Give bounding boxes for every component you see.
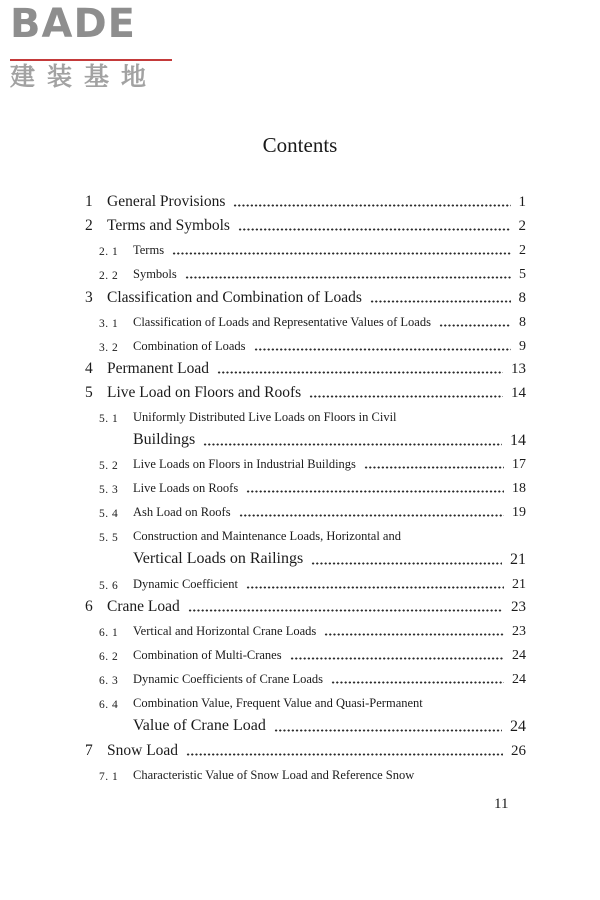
toc-entry-number: 5. 2 (99, 460, 119, 472)
toc-leader-dots (364, 466, 504, 469)
toc-chapter-row[interactable] (0, 740, 600, 762)
toc-entry-title: Characteristic Value of Snow Load and Reference Snow (133, 768, 415, 782)
toc-entry-title: Dynamic Coefficient (133, 577, 238, 591)
toc-leader-dots (185, 276, 511, 279)
toc-entry-number: 6. 2 (99, 651, 119, 663)
logo-wordmark: BADE (10, 1, 136, 47)
toc-leader-dots (309, 395, 503, 398)
toc-chapter-row[interactable] (0, 358, 600, 380)
toc-entry-number: 3. 2 (99, 342, 119, 354)
toc-leader-dots (217, 371, 503, 374)
toc-entry-page: 2 (519, 243, 526, 258)
toc-section-row[interactable] (0, 549, 600, 571)
toc-entry-title: Value of Crane Load (133, 717, 266, 734)
toc-entry-title: Combination Value, Frequent Value and Quasi-Permanent (133, 696, 423, 710)
toc-entry-number: 3. 1 (99, 318, 119, 330)
toc-entry-page: 24 (512, 672, 526, 687)
toc-leader-dots (254, 348, 512, 351)
toc-entry-number: 6. 4 (99, 699, 119, 711)
bade-logo (10, 1, 190, 92)
toc-leader-dots (274, 729, 502, 732)
toc-section-row[interactable] (0, 453, 600, 475)
toc-leader-dots (370, 300, 511, 303)
toc-entry-number: 5. 3 (99, 484, 119, 496)
toc-chapter-row[interactable] (0, 287, 600, 309)
toc-chapter-row[interactable] (0, 215, 600, 237)
toc-entry-page: 8 (518, 290, 526, 306)
toc-section-row[interactable] (0, 764, 600, 786)
toc-entry-title: Vertical and Horizontal Crane Loads (133, 624, 317, 638)
toc-entry-page: 2 (518, 218, 526, 234)
toc-entry-number: 3 (85, 289, 93, 306)
toc-entry-title: Terms and Symbols (107, 217, 230, 234)
toc-entry-number: 6. 1 (99, 627, 119, 639)
toc-section-row[interactable] (0, 406, 600, 428)
toc-entry-number: 4 (85, 360, 93, 377)
toc-entry-number: 5. 5 (99, 532, 119, 544)
toc-entry-title: Dynamic Coefficients of Crane Loads (133, 672, 323, 686)
toc-leader-dots (246, 586, 504, 589)
toc-entry-page: 18 (512, 481, 526, 496)
toc-entry-title: Live Loads on Floors in Industrial Buildings (133, 457, 356, 471)
toc-entry-title: Buildings (133, 431, 196, 448)
toc-leader-dots (203, 443, 502, 446)
toc-leader-dots (172, 252, 511, 255)
toc-chapter-row[interactable] (0, 596, 600, 618)
toc-section-row[interactable] (0, 263, 600, 285)
toc-entry-number: 2. 2 (99, 270, 119, 282)
toc-section-row[interactable] (0, 716, 600, 738)
toc-leader-dots (186, 753, 503, 756)
toc-entry-page: 21 (512, 577, 526, 592)
toc-entry-page: 19 (512, 505, 526, 520)
toc-leader-dots (233, 204, 510, 207)
toc-leader-dots (238, 228, 511, 231)
toc-entry-number: 2 (85, 217, 93, 234)
toc-section-row[interactable] (0, 692, 600, 714)
toc-entry-number: 5. 1 (99, 413, 119, 425)
toc-chapter-row[interactable] (0, 382, 600, 404)
toc-leader-dots (324, 633, 504, 636)
toc-entry-title: Combination of Loads (133, 339, 246, 353)
logo-divider (10, 59, 172, 61)
toc-entry-number: 6 (85, 598, 93, 615)
toc-entry-title: Classification and Combination of Loads (107, 289, 362, 306)
toc-entry-title: Live Load on Floors and Roofs (107, 384, 302, 401)
toc-entry-number: 5. 4 (99, 508, 119, 520)
logo-chinese-text: 建装基地 (10, 62, 159, 91)
toc-entry-title: Permanent Load (107, 360, 210, 377)
toc-entry-title: Ash Load on Roofs (133, 505, 231, 519)
toc-chapter-row[interactable] (0, 191, 600, 213)
toc-entry-page: 24 (512, 648, 526, 663)
toc-entry-page: 17 (512, 457, 526, 472)
toc-entry-number: 5. 6 (99, 580, 119, 592)
toc-entry-title: Terms (133, 243, 165, 257)
toc-section-row[interactable] (0, 477, 600, 499)
toc-entry-page: 14 (510, 432, 526, 449)
toc-entry-page: 9 (519, 339, 526, 354)
toc-entry-page: 26 (511, 743, 526, 759)
toc-entry-title: Crane Load (107, 598, 180, 615)
toc-entry-title: Live Loads on Roofs (133, 481, 239, 495)
toc-entry-title: Uniformly Distributed Live Loads on Floors in Civil (133, 410, 397, 424)
toc-entry-page: 14 (511, 385, 526, 401)
toc-entry-title: Symbols (133, 267, 177, 281)
toc-entry-page: 21 (510, 551, 526, 568)
toc-section-row[interactable] (0, 573, 600, 595)
toc-entry-number: 6. 3 (99, 675, 119, 687)
page-number: 11 (494, 796, 509, 812)
toc-entry-page: 8 (519, 315, 526, 330)
toc-section-row[interactable] (0, 335, 600, 357)
toc-entry-number: 7. 1 (99, 771, 119, 783)
toc-section-row[interactable] (0, 620, 600, 642)
toc-leader-dots (311, 562, 502, 565)
toc-section-row[interactable] (0, 668, 600, 690)
toc-leader-dots (239, 514, 504, 517)
toc-section-row[interactable] (0, 644, 600, 666)
toc-section-row[interactable] (0, 430, 600, 452)
toc-leader-dots (331, 681, 504, 684)
toc-leader-dots (290, 657, 504, 660)
toc-entry-number: 7 (85, 742, 93, 759)
toc-entry-number: 5 (85, 384, 93, 401)
toc-entry-page: 23 (511, 599, 526, 615)
toc-entry-title: Combination of Multi-Cranes (133, 648, 282, 662)
toc-entry-number: 1 (85, 193, 93, 210)
toc-entry-title: Snow Load (107, 742, 179, 759)
toc-leader-dots (246, 490, 504, 493)
toc-entry-title: Vertical Loads on Railings (133, 550, 304, 567)
toc-leader-dots (439, 324, 511, 327)
toc-leader-dots (188, 609, 503, 612)
toc-entry-title: Construction and Maintenance Loads, Horizontal and (133, 529, 401, 543)
toc-entry-page: 24 (510, 718, 526, 735)
toc-entry-title: Classification of Loads and Representative Values of Loads (133, 315, 431, 329)
toc-section-row[interactable] (0, 525, 600, 547)
toc-section-row[interactable] (0, 239, 600, 261)
toc-entry-number: 2. 1 (99, 246, 119, 258)
toc-entry-page: 23 (512, 624, 526, 639)
toc-entry-title: General Provisions (107, 193, 226, 210)
toc-entry-page: 1 (518, 194, 526, 210)
toc-section-row[interactable] (0, 501, 600, 523)
toc-entry-page: 5 (519, 267, 526, 282)
page-title: Contents (262, 133, 338, 157)
toc-section-row[interactable] (0, 311, 600, 333)
toc-entry-page: 13 (511, 361, 526, 377)
